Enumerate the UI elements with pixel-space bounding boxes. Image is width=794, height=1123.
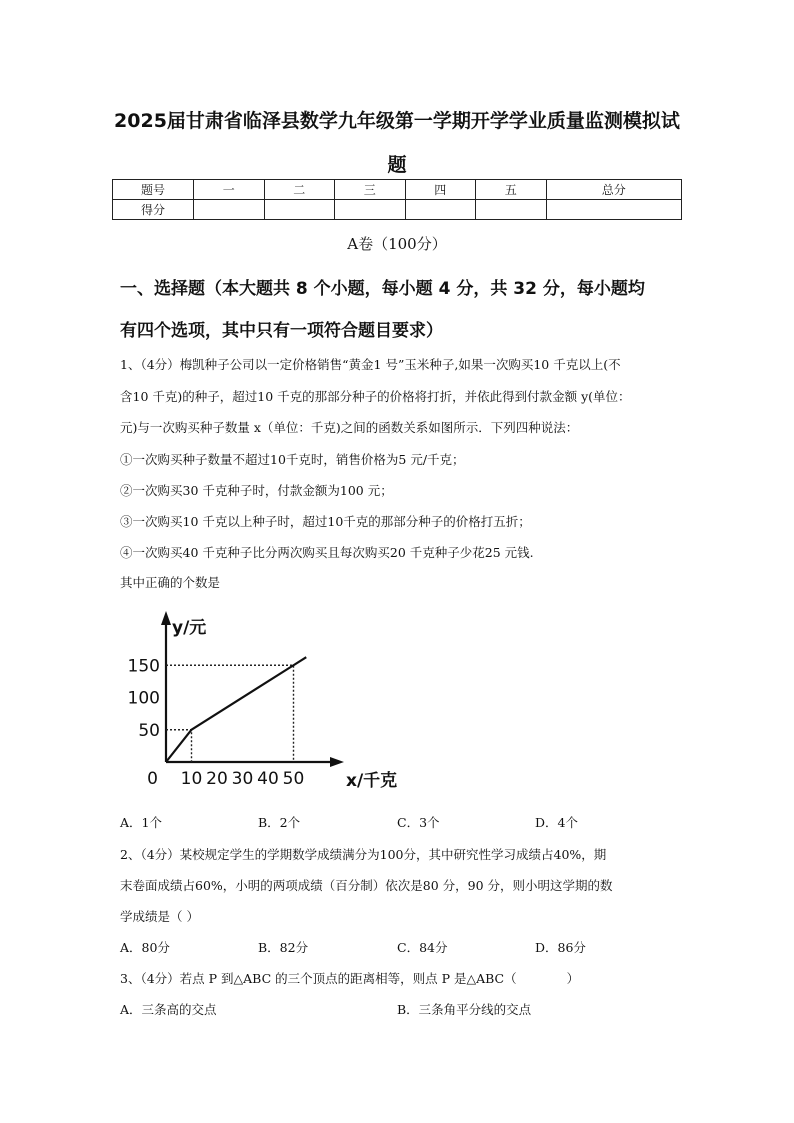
y-axis-arrow xyxy=(161,611,171,625)
score-cell-empty xyxy=(405,200,476,220)
score-cell-empty xyxy=(335,200,406,220)
score-header-cell: 四 xyxy=(405,180,476,200)
score-cell-empty xyxy=(476,200,547,220)
score-row-label: 得分 xyxy=(113,200,194,220)
q2-stem-line3: 学成绩是（ ） xyxy=(120,909,199,924)
q1-statement-4: ④一次购买40 千克种子比分两次购买且每次购买20 千克种子少花25 元钱. xyxy=(120,545,534,560)
doc-title-line2: 题 xyxy=(387,154,407,176)
q1-statement-2: ②一次购买30 千克种子时，付款金额为100 元； xyxy=(120,483,393,498)
q1-option-b: B．2个 xyxy=(258,815,301,830)
q1-statement-3: ③一次购买10 千克以上种子时，超过10千克的那部分种子的价格打五折； xyxy=(120,514,531,529)
q1-stem-line3: 元)与一次购买种子数量 x（单位：千克)之间的函数关系如图所示．下列四种说法： xyxy=(120,420,579,435)
q3-option-a: A．三条高的交点 xyxy=(120,1002,217,1017)
q3-stem-line1: 3、（4分）若点 P 到△ABC 的三个顶点的距离相等，则点 P 是△ABC（ ） xyxy=(120,971,580,986)
x-axis-label: x/千克 xyxy=(346,771,398,791)
score-cell-empty xyxy=(546,200,682,220)
score-header-cell: 总分 xyxy=(546,180,682,200)
q2-stem-line2: 末卷面成绩占60%，小明的两项成绩（百分制）依次是80 分，90 分，则小明这学期的数 xyxy=(120,878,613,893)
y-axis-label: y/元 xyxy=(172,618,207,638)
volume-label: A卷（100分） xyxy=(347,235,447,253)
series-line xyxy=(166,657,306,762)
score-cell-empty xyxy=(264,200,335,220)
x-tick-label: 50 xyxy=(282,769,305,789)
q1-option-c: C．3个 xyxy=(397,815,440,830)
guide-line xyxy=(166,665,294,762)
doc-title-line1: 2025届甘肃省临泽县数学九年级第一学期开学学业质量监测模拟试 xyxy=(114,110,680,132)
score-header-cell: 一 xyxy=(194,180,265,200)
q3-option-b: B．三条角平分线的交点 xyxy=(397,1002,532,1017)
x-tick-label: 20 xyxy=(206,769,228,789)
score-table-score-row xyxy=(113,200,682,220)
score-header-cell: 三 xyxy=(335,180,406,200)
y-tick-label: 50 xyxy=(138,720,160,741)
q1-stem-line1: 1、（4分）梅凯种子公司以一定价格销售“黄金1 号”玉米种子,如果一次购买10 千克以上(不 xyxy=(120,357,621,372)
q1-function-graph xyxy=(118,605,418,797)
q2-option-b: B．82分 xyxy=(258,940,309,955)
x-axis-arrow xyxy=(330,757,344,767)
q1-stem-line2: 含10 千克)的种子，超过10 千克的那部分种子的价格将打折，并依此得到付款金额 y(单位： xyxy=(120,389,631,404)
q2-option-a: A．80分 xyxy=(120,940,170,955)
q2-stem-line1: 2、（4分）某校规定学生的学期数学成绩满分为100分，其中研究性学习成绩占40%，期 xyxy=(120,847,607,862)
q1-option-d: D．4个 xyxy=(535,815,578,830)
y-tick-label: 100 xyxy=(127,688,160,709)
score-table-header-row xyxy=(113,180,682,200)
y-tick-label: 150 xyxy=(127,656,160,677)
q2-option-d: D．86分 xyxy=(535,940,586,955)
section1-heading-line1: 一、选择题（本大题共 8 个小题，每小题 4 分，共 32 分，每小题均 xyxy=(120,279,645,299)
score-header-cell: 二 xyxy=(264,180,335,200)
origin-label: 0 xyxy=(147,769,158,789)
score-cell-empty xyxy=(194,200,265,220)
q2-option-c: C．84分 xyxy=(397,940,448,955)
q1-statement-1: ①一次购买种子数量不超过10千克时，销售价格为5 元/千克； xyxy=(120,452,465,467)
score-table xyxy=(112,179,682,220)
x-tick-label: 30 xyxy=(231,769,254,789)
score-header-cell: 五 xyxy=(476,180,547,200)
section1-heading-line2: 有四个选项，其中只有一项符合题目要求） xyxy=(120,321,443,341)
x-tick-label: 10 xyxy=(180,769,203,789)
q1-option-a: A．1个 xyxy=(120,815,162,830)
q1-prompt: 其中正确的个数是 xyxy=(120,575,221,590)
score-header-cell: 题号 xyxy=(113,180,194,200)
x-tick-label: 40 xyxy=(257,769,279,789)
